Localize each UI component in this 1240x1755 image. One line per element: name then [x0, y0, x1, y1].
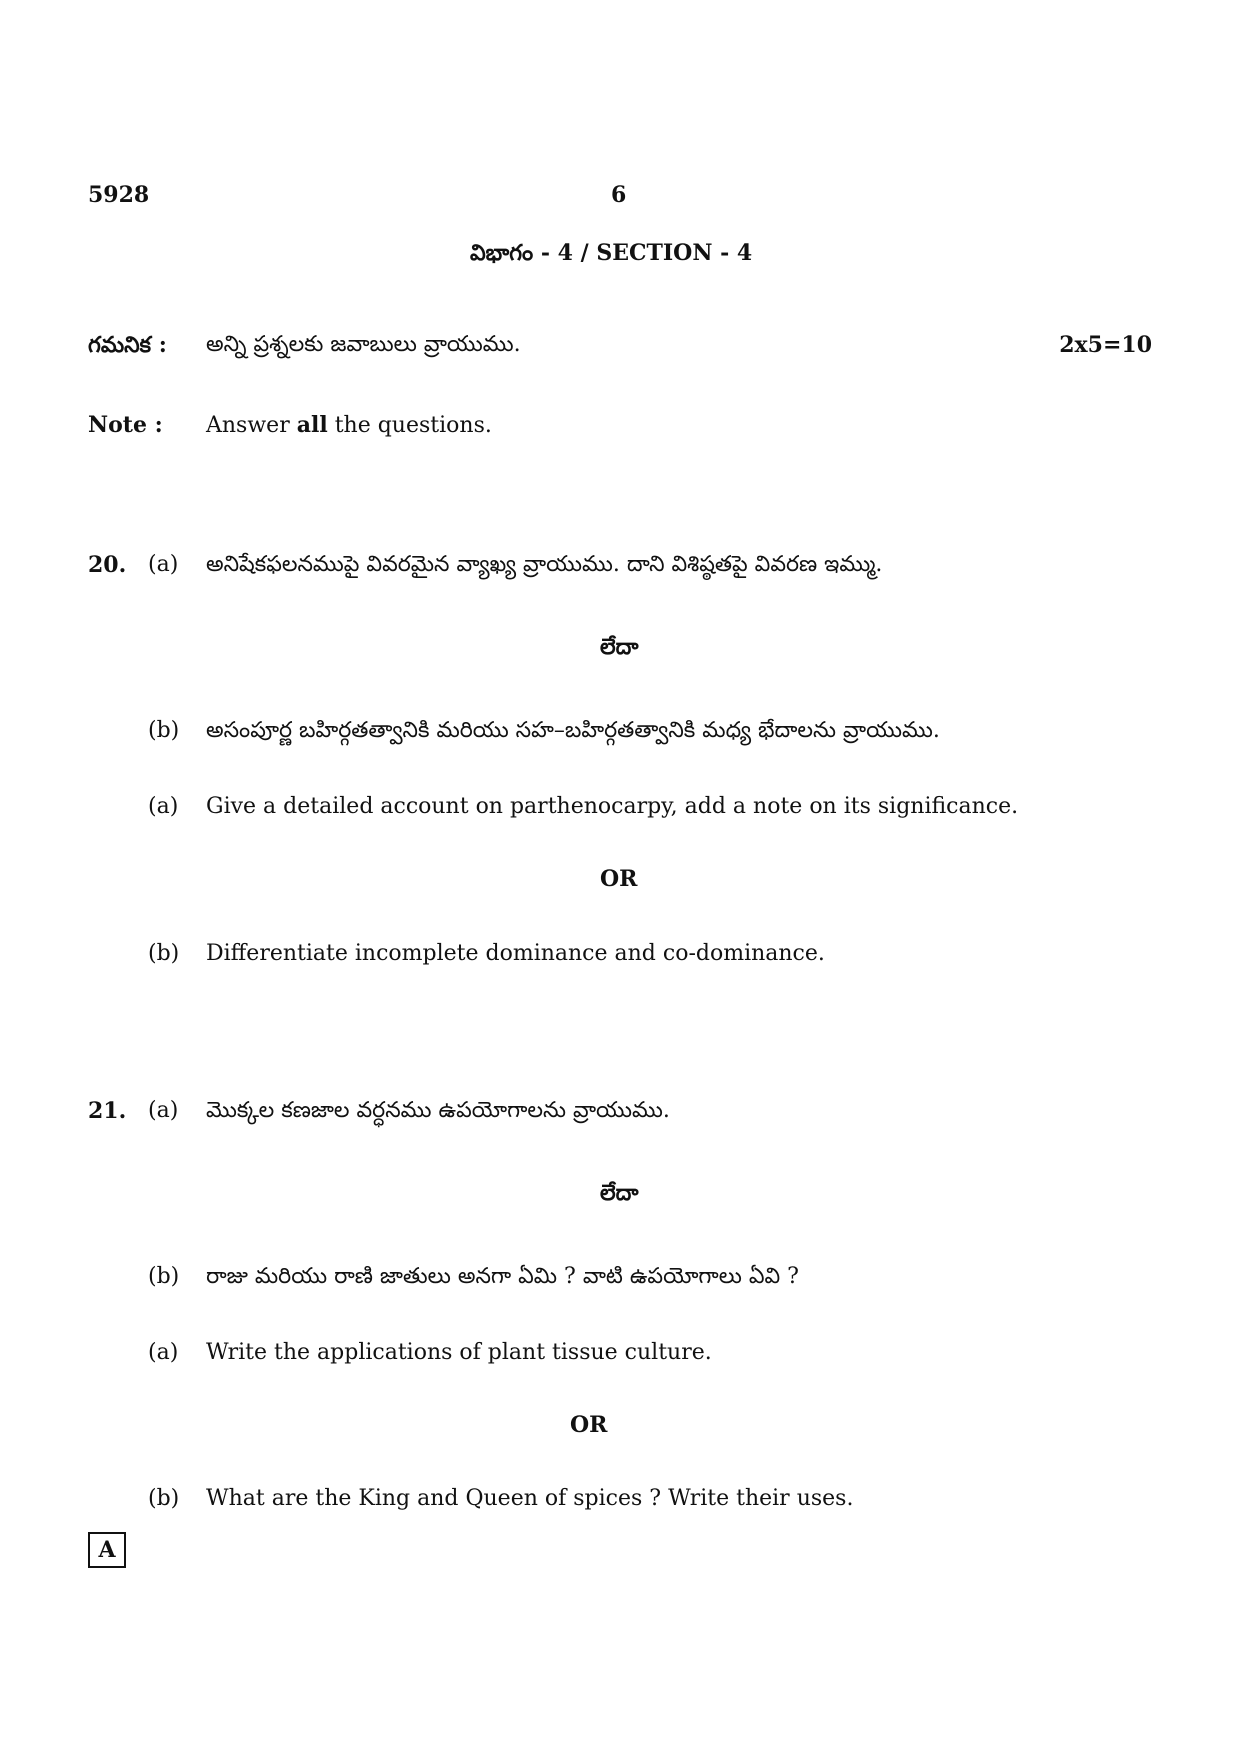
q21-te-a-option: (a): [148, 1098, 179, 1123]
q20-te-or: లేదా: [600, 634, 639, 660]
english-note-text: [206, 412, 492, 438]
q20-te-b-option: (b): [148, 718, 180, 743]
q20-te-a-text: అనిషేకఫలనముపై వివరమైన వ్యాఖ్య వ్రాయుము. దాని విశిష్ఠతపై వివరణ ఇమ్ము.: [206, 552, 883, 577]
telugu-note-text: అన్ని ప్రశ్నలకు జవాబులు వ్రాయుము.: [206, 332, 521, 357]
q21-en-or: OR: [570, 1412, 608, 1438]
section-title-english: SECTION - 4: [596, 240, 753, 266]
q20-en-b-option: (b): [148, 941, 180, 966]
paper-code: 5928: [88, 182, 150, 208]
q21-en-b-text: What are the King and Queen of spices ? Write their uses.: [206, 1486, 854, 1511]
q21-en-a-text: Write the applications of plant tissue culture.: [206, 1340, 712, 1365]
q21-en-a-option: (a): [148, 1340, 179, 1365]
q20-en-a-option: (a): [148, 794, 179, 819]
page-number: 6: [611, 182, 627, 208]
english-note-label: Note :: [88, 412, 163, 438]
q21-en-b-option: (b): [148, 1486, 180, 1511]
note-text-emphasis: all: [296, 412, 328, 438]
q20-te-a-option: (a): [148, 552, 179, 577]
q21-te-b-option: (b): [148, 1264, 180, 1289]
q21-te-a-text: మొక్కల కణజాల వర్ధనము ఉపయోగాలను వ్రాయుము.: [206, 1098, 670, 1123]
q20-en-a-text: Give a detailed account on parthenocarpy, add a note on its significance.: [206, 794, 1019, 819]
note-text-part-2: the questions.: [334, 413, 492, 438]
q21-te-or: లేదా: [600, 1180, 639, 1206]
note-text-part-1: Answer: [206, 413, 290, 438]
section-title-telugu: విభాగం - 4 /: [470, 240, 597, 266]
question-21-number: 21.: [88, 1098, 127, 1124]
q20-en-or: OR: [600, 866, 638, 892]
q21-te-b-text: రాజు మరియు రాణి జాతులు అనగా ఏమి ? వాటి ఉపయోగాలు ఏవి ?: [206, 1264, 799, 1289]
telugu-note-label: గమనిక :: [88, 332, 167, 358]
question-20-number: 20.: [88, 552, 127, 578]
q20-te-b-text: అసంపూర్ణ బహిర్గతత్వానికి మరియు సహ–బహిర్గతత్వానికి మధ్య భేదాలను వ్రాయుము.: [206, 718, 940, 743]
q20-en-b-text: Differentiate incomplete dominance and co-dominance.: [206, 941, 825, 966]
section-title: [470, 240, 752, 271]
set-marker-box: A: [88, 1532, 126, 1568]
marks-allocation: 2x5=10: [1059, 332, 1152, 358]
